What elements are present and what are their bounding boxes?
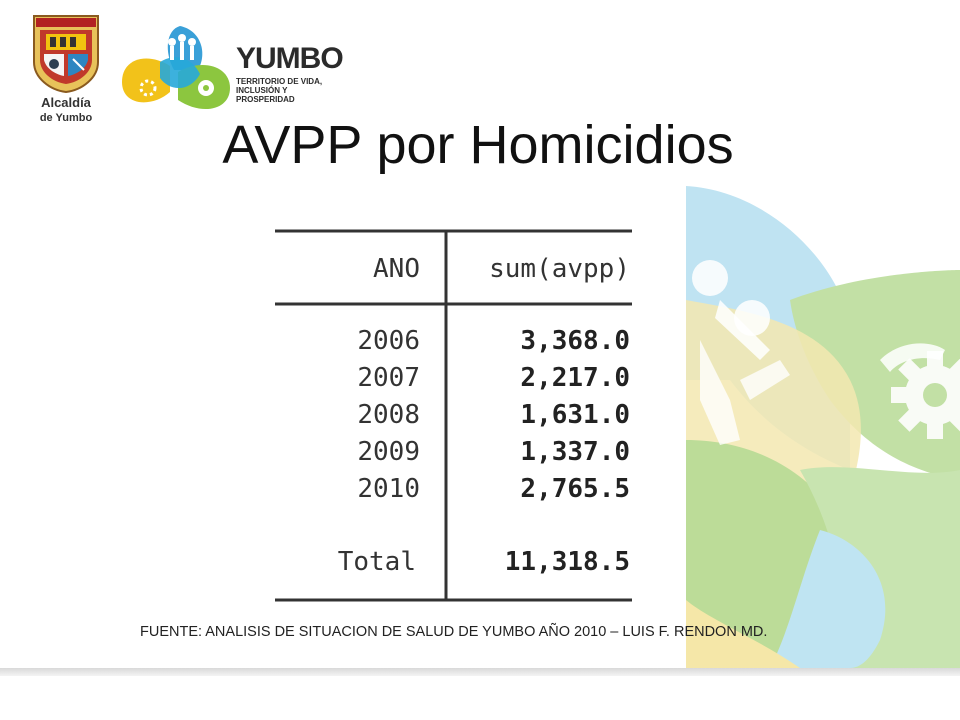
yumbo-tagline-line1: TERRITORIO DE VIDA, <box>236 77 323 86</box>
slide-title <box>0 115 960 175</box>
total-label: Total <box>337 547 416 577</box>
alcaldia-name: Alcaldía <box>41 95 91 110</box>
row-value: 2,217.0 <box>520 363 630 393</box>
row-value: 2,765.5 <box>520 474 630 504</box>
header-ano: ANO <box>373 254 420 284</box>
footer-divider <box>0 668 960 676</box>
shield-icon <box>28 12 104 94</box>
avpp-table-panel <box>272 208 672 665</box>
decorative-shapes <box>686 186 960 668</box>
yumbo-brand-text: YUMBO <box>236 42 343 75</box>
source-caption: FUENTE: ANALISIS DE SITUACION DE SALUD DE YUMBO AÑO 2010 – LUIS F. RENDON MD. <box>140 624 768 640</box>
yumbo-tagline <box>236 77 346 105</box>
avpp-table <box>272 208 672 665</box>
row-year: 2006 <box>357 326 420 356</box>
row-value: 3,368.0 <box>520 326 630 356</box>
header-sum-avpp: sum(avpp) <box>489 254 630 284</box>
slide-title-text: AVPP por Homicidios <box>222 115 734 175</box>
row-year: 2010 <box>357 474 420 504</box>
row-value: 1,631.0 <box>520 400 630 430</box>
row-year: 2007 <box>357 363 420 393</box>
row-year: 2008 <box>357 400 420 430</box>
total-value: 11,318.5 <box>504 547 630 577</box>
yumbo-emblem-icon <box>118 22 238 122</box>
row-year: 2009 <box>357 437 420 467</box>
alcaldia-logo <box>28 12 104 132</box>
alcaldia-subname: de Yumbo <box>39 112 93 124</box>
yumbo-tagline-line2: INCLUSIÓN Y PROSPERIDAD <box>236 86 295 105</box>
row-value: 1,337.0 <box>520 437 630 467</box>
